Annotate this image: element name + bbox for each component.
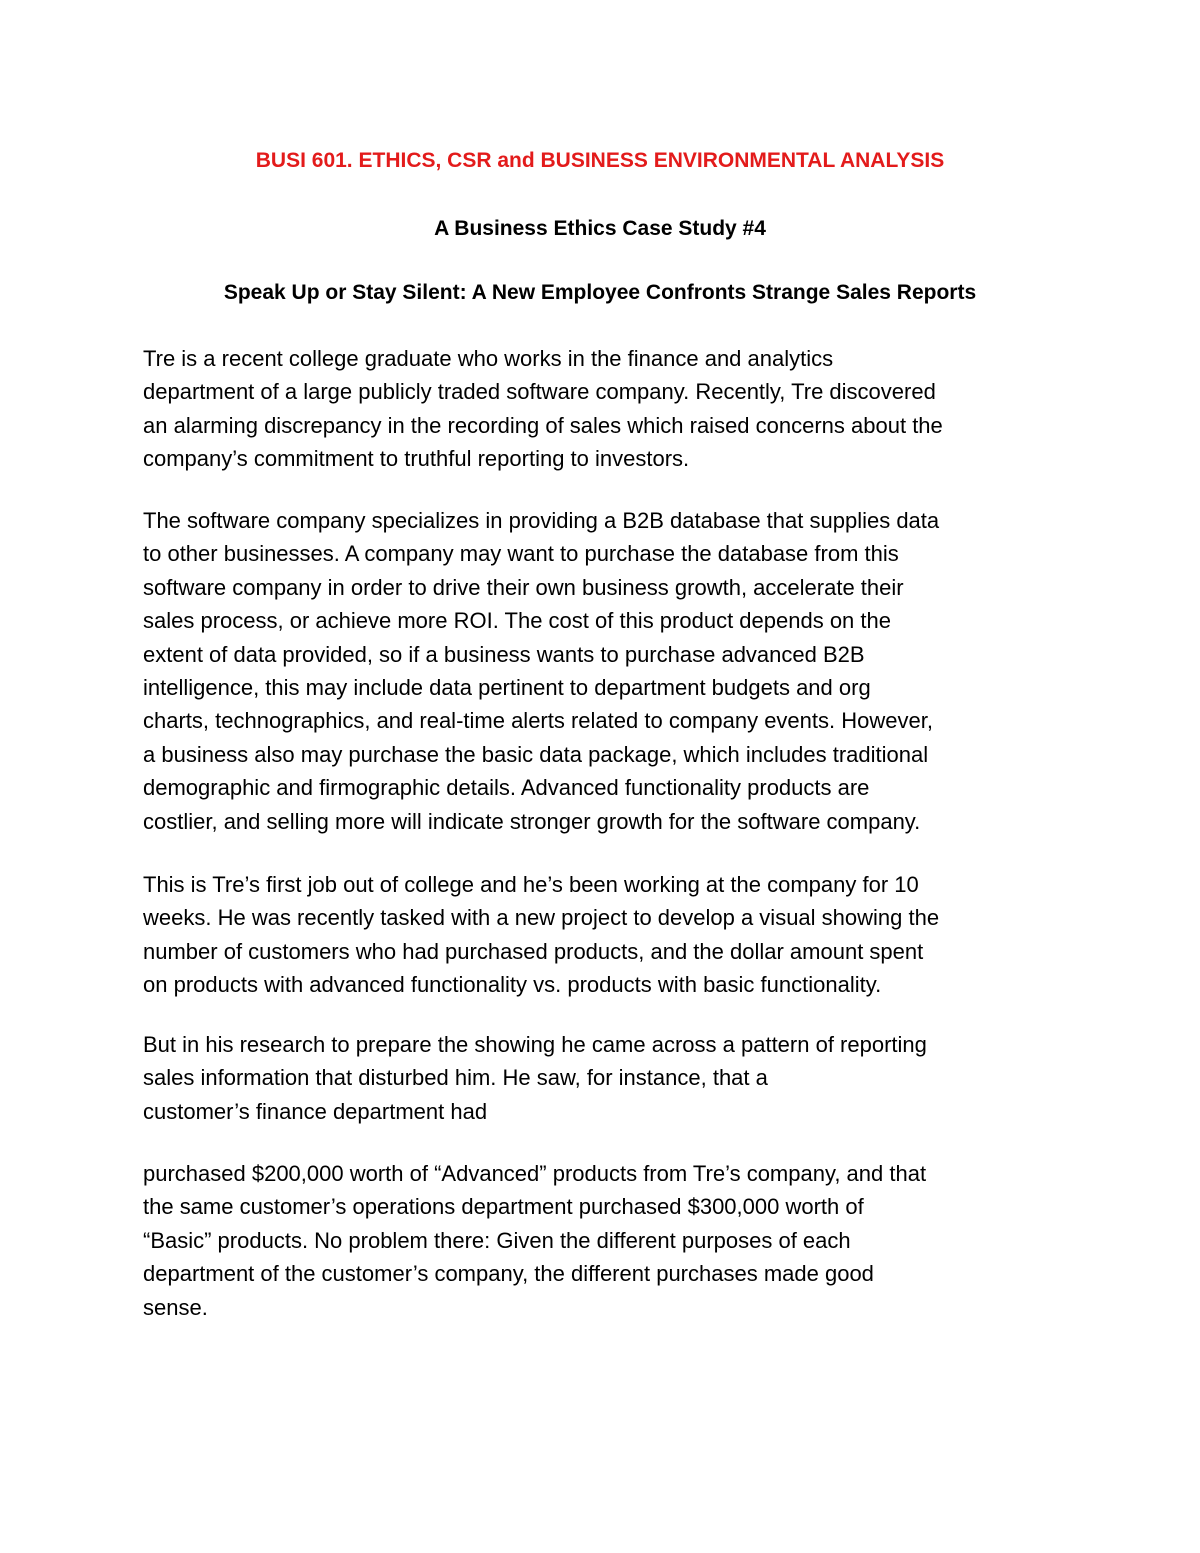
case-study-title: Speak Up or Stay Silent: A New Employee Confronts Strange Sales Reports bbox=[223, 281, 977, 304]
text-line: Tre is a recent college graduate who works in the finance and analytics bbox=[143, 346, 834, 371]
text-line: company’s commitment to truthful reporting to investors. bbox=[143, 446, 690, 472]
paragraph-new-project bbox=[143, 868, 1073, 1002]
paragraph-intro bbox=[143, 342, 1073, 476]
text-line: a business also may purchase the basic data package, which includes traditional bbox=[143, 741, 929, 767]
text-line: “Basic” products. No problem there: Given the different purposes of each bbox=[143, 1227, 851, 1253]
text-line: on products with advanced functionality vs. products with basic functionality. bbox=[143, 972, 882, 998]
text-line: costlier, and selling more will indicate stronger growth for the software company. bbox=[143, 808, 921, 834]
text-line: weeks. He was recently tasked with a new project to develop a visual showing the bbox=[143, 905, 940, 931]
text-line: purchased $200,000 worth of “Advanced” products from Tre’s company, and that bbox=[143, 1161, 927, 1186]
case-study-number: A Business Ethics Case Study #4 bbox=[434, 217, 766, 240]
text-line: This is Tre’s first job out of college and he’s been working at the company for 10 bbox=[143, 872, 919, 897]
text-line: extent of data provided, so if a business wants to purchase advanced B2B bbox=[143, 641, 865, 667]
text-line: sales information that disturbed him. He saw, for instance, that a bbox=[143, 1065, 768, 1091]
text-line: But in his research to prepare the showing he came across a pattern of reporting bbox=[143, 1032, 927, 1057]
course-title: BUSI 601. ETHICS, CSR and BUSINESS ENVIRONMENTAL ANALYSIS bbox=[255, 149, 945, 172]
text-line: an alarming discrepancy in the recording of sales which raised concerns about the bbox=[143, 412, 943, 438]
text-line: charts, technographics, and real-time alerts related to company events. However, bbox=[143, 708, 933, 734]
paragraph-research bbox=[143, 1028, 1073, 1128]
text-line: The software company specializes in providing a B2B database that supplies data bbox=[143, 508, 940, 533]
text-line: intelligence, this may include data pertinent to department budgets and org bbox=[143, 675, 871, 701]
text-line: to other businesses. A company may want to purchase the database from this bbox=[143, 541, 899, 567]
text-line: customer’s finance department had bbox=[143, 1098, 488, 1124]
text-line: software company in order to drive their own business growth, accelerate their bbox=[143, 574, 904, 600]
text-line: number of customers who had purchased products, and the dollar amount spent bbox=[143, 938, 924, 964]
paragraph-company-description bbox=[143, 504, 1073, 838]
text-line: department of a large publicly traded software company. Recently, Tre discovered bbox=[143, 379, 936, 405]
text-line: sense. bbox=[143, 1294, 208, 1320]
text-line: department of the customer’s company, the different purchases made good bbox=[143, 1261, 874, 1287]
text-line: demographic and firmographic details. Advanced functionality products are bbox=[143, 775, 870, 801]
paragraph-purchases bbox=[143, 1157, 1073, 1324]
text-line: the same customer’s operations department purchased $300,000 worth of bbox=[143, 1194, 864, 1220]
text-line: sales process, or achieve more ROI. The cost of this product depends on the bbox=[143, 608, 891, 634]
